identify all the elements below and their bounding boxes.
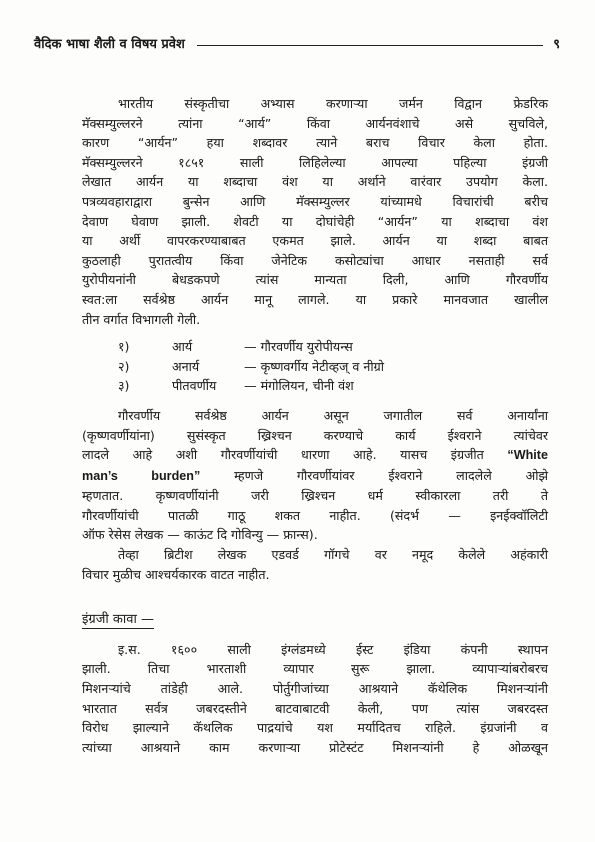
list-term: आर्य <box>172 339 193 355</box>
english-phrase: “White <box>507 448 548 463</box>
text-line <box>82 466 548 487</box>
paragraph-4 <box>82 640 548 758</box>
list-number: १) <box>118 339 130 355</box>
body-text <box>82 94 548 757</box>
list-description: — मंगोलियन, चीनी वंश <box>244 378 354 394</box>
text-line: पत्रव्यवहाराद्वारा बुन्सेन आणि मॅक्सम्युल्लर यांच्यामधे विचारांची बरीच <box>82 193 548 209</box>
text-line: तीन वर्गात विभागली गेली. <box>82 311 201 327</box>
section-heading-text: इंग्रजी कावा — <box>82 612 154 628</box>
text-line: म्हणतात. कृष्णवर्णीयांनी जरी ख्रिश्चन धर्म स्वीकारला तरी ते <box>82 488 548 504</box>
text-line: कुठलाही पुरातत्वीय किंवा जेनेटिक कसोट्यांचा आधार नसताही सर्व <box>82 252 548 268</box>
text-fragment: लादले आहे अशी गौरवर्णीयांची धारणा आहे. यासच इंग्रजीत <box>82 447 484 463</box>
paragraph-2 <box>82 406 548 545</box>
list-description: — गौरवर्णीय युरोपीयन्स <box>244 339 353 355</box>
text-line: झाली. तिचा भारताशी व्यापार सुरू झाला. व्यापाऱ्यांबरोबरच <box>82 661 548 677</box>
text-line: मॅक्सम्युल्लरने त्यांना “आर्य” किंवा आर्यनवंशाचे असे सुचविले, <box>82 115 548 131</box>
text-line: विरोध झाल्याने कॅथलिक पाद्रयांचे यश मर्यादितच राहिले. इंग्रजांनी व <box>82 720 548 736</box>
text-line: युरोपीयनांनी बेधडकपणे त्यांस मान्यता दिली, आणि गौरवर्णीय <box>82 272 548 288</box>
text-line: त्यांच्या आश्रयाने काम करणाऱ्या प्रोटेस्टंट मिशनऱ्यांनी हे ओळखून <box>82 739 548 755</box>
text-line: लेखात आर्यन या शब्दाचा वंश या अर्थाने वारंवार उपयोग केला. <box>82 174 548 190</box>
paragraph-1 <box>82 94 548 329</box>
text-line: तेव्हा ब्रिटीश लेखक एडवर्ड गॉगचे वर नमूद केलेले अहंकारी <box>118 547 548 563</box>
header-title: वैदिक भाषा शैली व विषय प्रवेश <box>34 37 185 52</box>
list-term: पीतवर्णीय <box>172 378 217 394</box>
section-heading <box>82 610 548 630</box>
text-line: भारतात सर्वत्र जबरदस्तीने बाटवाबाटवी केली, पण त्यांस जबरदस्त <box>82 700 548 716</box>
text-line: देवाण घेवाण झाली. शेवटी या दोघांचेही “आर्यन” या शब्दाचा वंश <box>82 213 548 229</box>
text-line: मॅक्सम्युल्लरने १८५१ साली लिहिलेल्या आपल्या पहिल्या इंग्रजी <box>82 154 548 170</box>
paragraph-3 <box>82 545 548 584</box>
page-number: ९ <box>553 37 560 52</box>
text-line: मिशनऱ्यांचे तांडेही आले. पोर्तुगीजांच्या आश्रयाने कॅथेलिक मिशनऱ्यांनी <box>82 681 548 697</box>
list-item <box>118 376 548 396</box>
text-line: (कृष्णवर्णीयांना) सुसंस्कृत ख्रिश्चन करण्याचे कार्य ईश्वराने त्यांचेवर <box>82 427 548 443</box>
list-number: २) <box>118 358 130 374</box>
list-item <box>118 337 548 357</box>
text-fragment: म्हणजे गौरवर्णीयांवर ईश्वराने लादलेले ओझे <box>200 467 548 483</box>
text-line: विचार मुळीच आश्चर्यकारक वाटत नाहीत. <box>82 566 270 582</box>
text-line: कारण “आर्यन” हया शब्दावर त्याने बराच विचार केला होता. <box>82 135 548 151</box>
text-line: या अर्थी वापरकरण्याबाबत एकमत झाले. आर्यन या शब्दा बाबत <box>82 233 548 249</box>
text-line <box>82 445 548 466</box>
list-item <box>118 357 548 377</box>
list-description: — कृष्णवर्गीय नेटीव्हज् व नीग्रो <box>244 358 384 374</box>
text-line: गौरवर्णीयांची पातळी गाठू शकत नाहीत. (संदर्भ — इनईक्वॉलिटी <box>82 507 548 523</box>
list-term: अनार्य <box>172 358 200 374</box>
text-line: इ.स. १६०० साली इंग्लंडमध्ये ईस्ट इंडिया कंपनी स्थापन <box>118 641 548 657</box>
running-header <box>34 32 560 54</box>
text-line: गौरवर्णीय सर्वश्रेष्ठ आर्यन असून जगातील सर्व अनार्यांना <box>118 407 548 423</box>
text-line: ऑफ रेसेस लेखक — काऊंट दि गोविन्यु — फ्रान्स). <box>82 527 318 543</box>
list-number: ३) <box>118 378 130 394</box>
text-line: भारतीय संस्कृतीचा अभ्यास करणाऱ्या जर्मन विद्वान फ्रेडरिक <box>118 96 548 111</box>
text-line: स्वत:ला सर्वश्रेष्ठ आर्यन मानू लागले. या प्रकारे मानवजात खालील <box>82 291 548 307</box>
english-phrase: man’s burden” <box>82 468 201 483</box>
header-rule <box>197 45 543 46</box>
race-classification-list <box>118 337 548 396</box>
